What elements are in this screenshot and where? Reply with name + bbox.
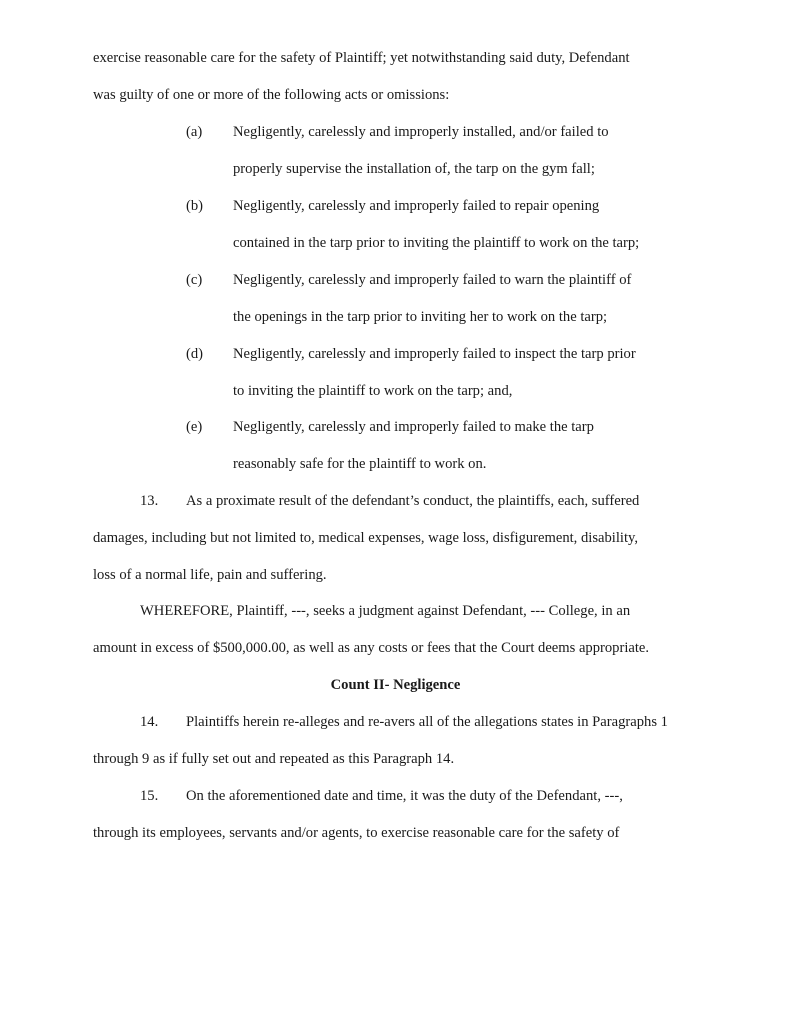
item-d-line-1: Negligently, carelessly and improperly failed to inspect the tarp prior <box>233 346 636 362</box>
count-heading: Count II- Negligence <box>330 677 461 693</box>
item-c-line-2: the openings in the tarp prior to inviting her to work on the tarp; <box>233 309 608 325</box>
intro-line-2: was guilty of one or more of the following acts or omissions: <box>93 87 450 103</box>
item-c-line-1: Negligently, carelessly and improperly failed to warn the plaintiff of <box>233 272 632 288</box>
paragraph-13-number: 13. <box>140 493 159 509</box>
item-d-line-2: to inviting the plaintiff to work on the tarp; and, <box>233 383 513 399</box>
paragraph-14-number: 14. <box>140 714 159 730</box>
wherefore-line-1: WHEREFORE, Plaintiff, ---, seeks a judgment against Defendant, --- College, in an <box>140 603 631 619</box>
item-e-line-1: Negligently, carelessly and improperly failed to make the tarp <box>233 419 594 435</box>
paragraph-15-line-1: On the aforementioned date and time, it was the duty of the Defendant, ---, <box>186 788 623 804</box>
item-b-line-2: contained in the tarp prior to inviting the plaintiff to work on the tarp; <box>233 235 640 251</box>
paragraph-15-number: 15. <box>140 788 159 804</box>
paragraph-15-line-2: through its employees, servants and/or agents, to exercise reasonable care for the safety of <box>93 825 620 841</box>
wherefore-line-2: amount in excess of $500,000.00, as well as any costs or fees that the Court deems appropriate. <box>93 640 650 656</box>
paragraph-14-line-1: Plaintiffs herein re-alleges and re-avers all of the allegations states in Paragraphs 1 <box>186 714 668 730</box>
paragraph-14-line-2: through 9 as if fully set out and repeated as this Paragraph 14. <box>93 751 455 767</box>
paragraph-13-line-3: loss of a normal life, pain and suffering. <box>93 567 327 583</box>
intro-line-1: exercise reasonable care for the safety of Plaintiff; yet notwithstanding said duty, Defendant <box>93 50 630 66</box>
item-marker-b: (b) <box>186 198 204 214</box>
item-marker-c: (c) <box>186 272 203 288</box>
item-b-line-1: Negligently, carelessly and improperly failed to repair opening <box>233 198 600 214</box>
item-marker-e: (e) <box>186 419 203 435</box>
item-a-line-2: properly supervise the installation of, the tarp on the gym fall; <box>233 161 595 177</box>
paragraph-13-line-2: damages, including but not limited to, medical expenses, wage loss, disfigurement, disability, <box>93 530 638 546</box>
item-marker-a: (a) <box>186 124 203 140</box>
item-e-line-2: reasonably safe for the plaintiff to work on. <box>233 456 487 472</box>
paragraph-13-line-1: As a proximate result of the defendant’s conduct, the plaintiffs, each, suffered <box>186 493 640 509</box>
item-a-line-1: Negligently, carelessly and improperly installed, and/or failed to <box>233 124 609 140</box>
item-marker-d: (d) <box>186 346 204 362</box>
